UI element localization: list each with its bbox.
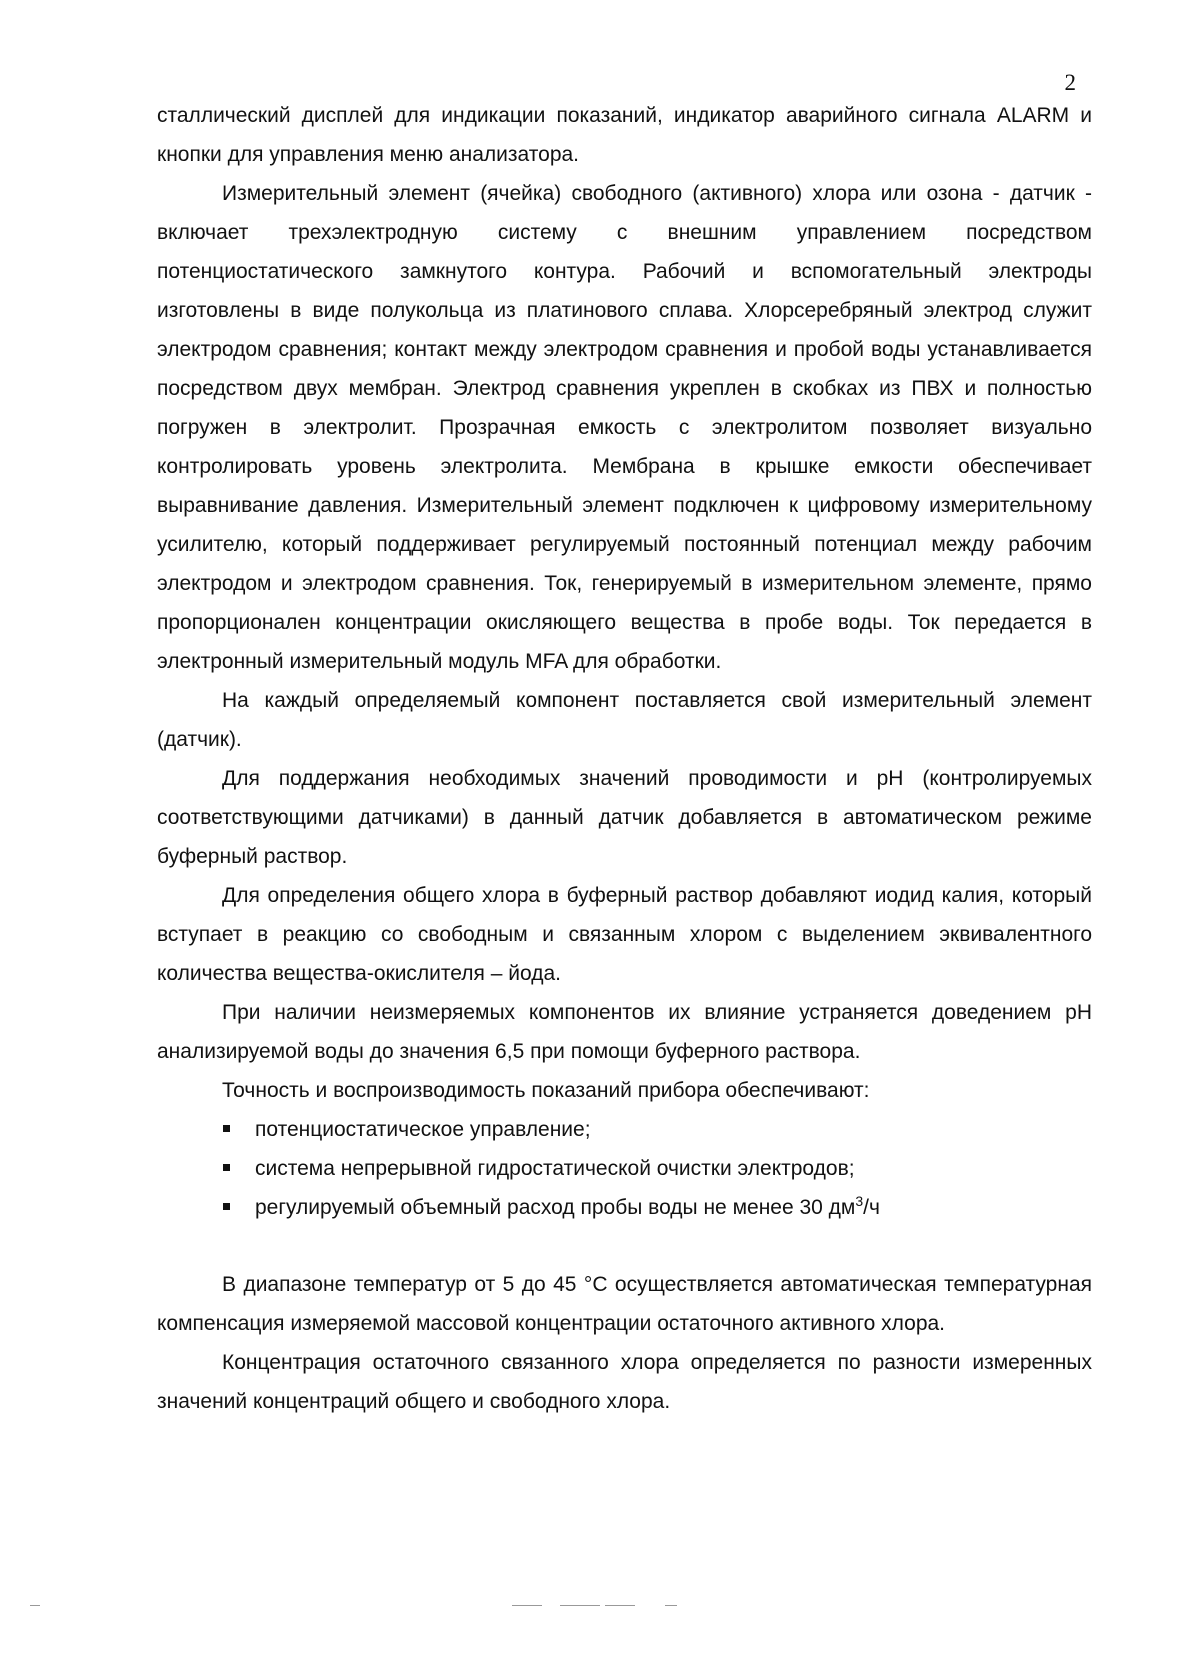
square-bullet-icon xyxy=(223,1203,230,1210)
paragraph-bound-chlorine: Концентрация остаточного связанного хлора определяется по разности измеренных значений концентраций общего и свободного хлора. xyxy=(157,1351,1092,1413)
list-item-text: система непрерывной гидростатической очистки электродов; xyxy=(255,1157,855,1180)
page-number: 2 xyxy=(1064,70,1076,95)
square-bullet-icon xyxy=(223,1125,230,1132)
scan-mark xyxy=(30,1605,40,1606)
list-item-text: регулируемый объемный расход пробы воды не менее 30 дм xyxy=(255,1196,856,1219)
list-item-text: потенциостатическое управление; xyxy=(255,1118,591,1141)
paragraph-sensor-per-component: На каждый определяемый компонент поставляется свой измерительный элемент (датчик). xyxy=(157,689,1092,751)
square-bullet-icon xyxy=(223,1164,230,1171)
paragraph-total-chlorine: Для определения общего хлора в буферный раствор добавляют иодид калия, который вступает в реакцию со свободным и связанным хлором с выделением эквивалентного количества вещества-окислителя – йода. xyxy=(157,884,1092,985)
scan-mark xyxy=(665,1605,677,1606)
scan-mark xyxy=(605,1605,635,1606)
list-item xyxy=(157,1149,1092,1188)
paragraph-unmeasured-components: При наличии неизмеряемых компонентов их влияние устраняется доведением pH анализируемой воды до значения 6,5 при помощи буферного раствора. xyxy=(157,1001,1092,1063)
scan-mark xyxy=(512,1605,542,1606)
paragraph-accuracy-intro: Точность и воспроизводимость показаний прибора обеспечивают: xyxy=(222,1079,870,1102)
paragraph-measuring-element: Измерительный элемент (ячейка) свободного (активного) хлора или озона - датчик - включает трехэлектродную систему с внешним управлением посредством потенциостатического замкнутого контура. Рабочий и вспомогательный электроды изготовлены в виде полукольца из платинового сплава. Хлорсеребряный электрод служит электродом сравнения; контакт между электродом сравнения и пробой воды устанавливается посредством двух мембран. Электрод сравнения укреплен в скобках из ПВХ и полностью погружен в электролит. Прозрачная емкость с электролитом позволяет визуально контролировать уровень электролита. Мембрана в крышке емкости обеспечивает выравнивание давления. Измерительный элемент подключен к цифровому измерительному усилителю, который поддерживает регулируемый постоянный потенциал между рабочим электродом и электродом сравнения. Ток, генерируемый в измерительном элементе, прямо пропорционален концентрации окисляющего вещества в пробе воды. Ток передается в электронный измерительный модуль MFA для обработки. xyxy=(157,182,1092,673)
scan-artifacts xyxy=(0,1605,1181,1615)
paragraph-buffer-solution: Для поддержания необходимых значений проводимости и pH (контролируемых соответствующими датчиками) в данный датчик добавляется в автоматическом режиме буферный раствор. xyxy=(157,767,1092,868)
superscript-exponent: 3 xyxy=(855,1193,864,1209)
document-body xyxy=(157,96,1092,1421)
list-item xyxy=(157,1188,1092,1227)
paragraph-display-continuation: сталлический дисплей для индикации показаний, индикатор аварийного сигнала ALARM и кнопки для управления меню анализатора. xyxy=(157,104,1092,166)
list-item xyxy=(157,1110,1092,1149)
unit-tail: /ч xyxy=(863,1196,880,1219)
accuracy-factors-list xyxy=(157,1110,1092,1227)
paragraph-temperature-compensation: В диапазоне температур от 5 до 45 °С осуществляется автоматическая температурная компенсация измеряемой массовой концентрации остаточного активного хлора. xyxy=(157,1273,1092,1335)
scan-mark xyxy=(560,1605,600,1606)
